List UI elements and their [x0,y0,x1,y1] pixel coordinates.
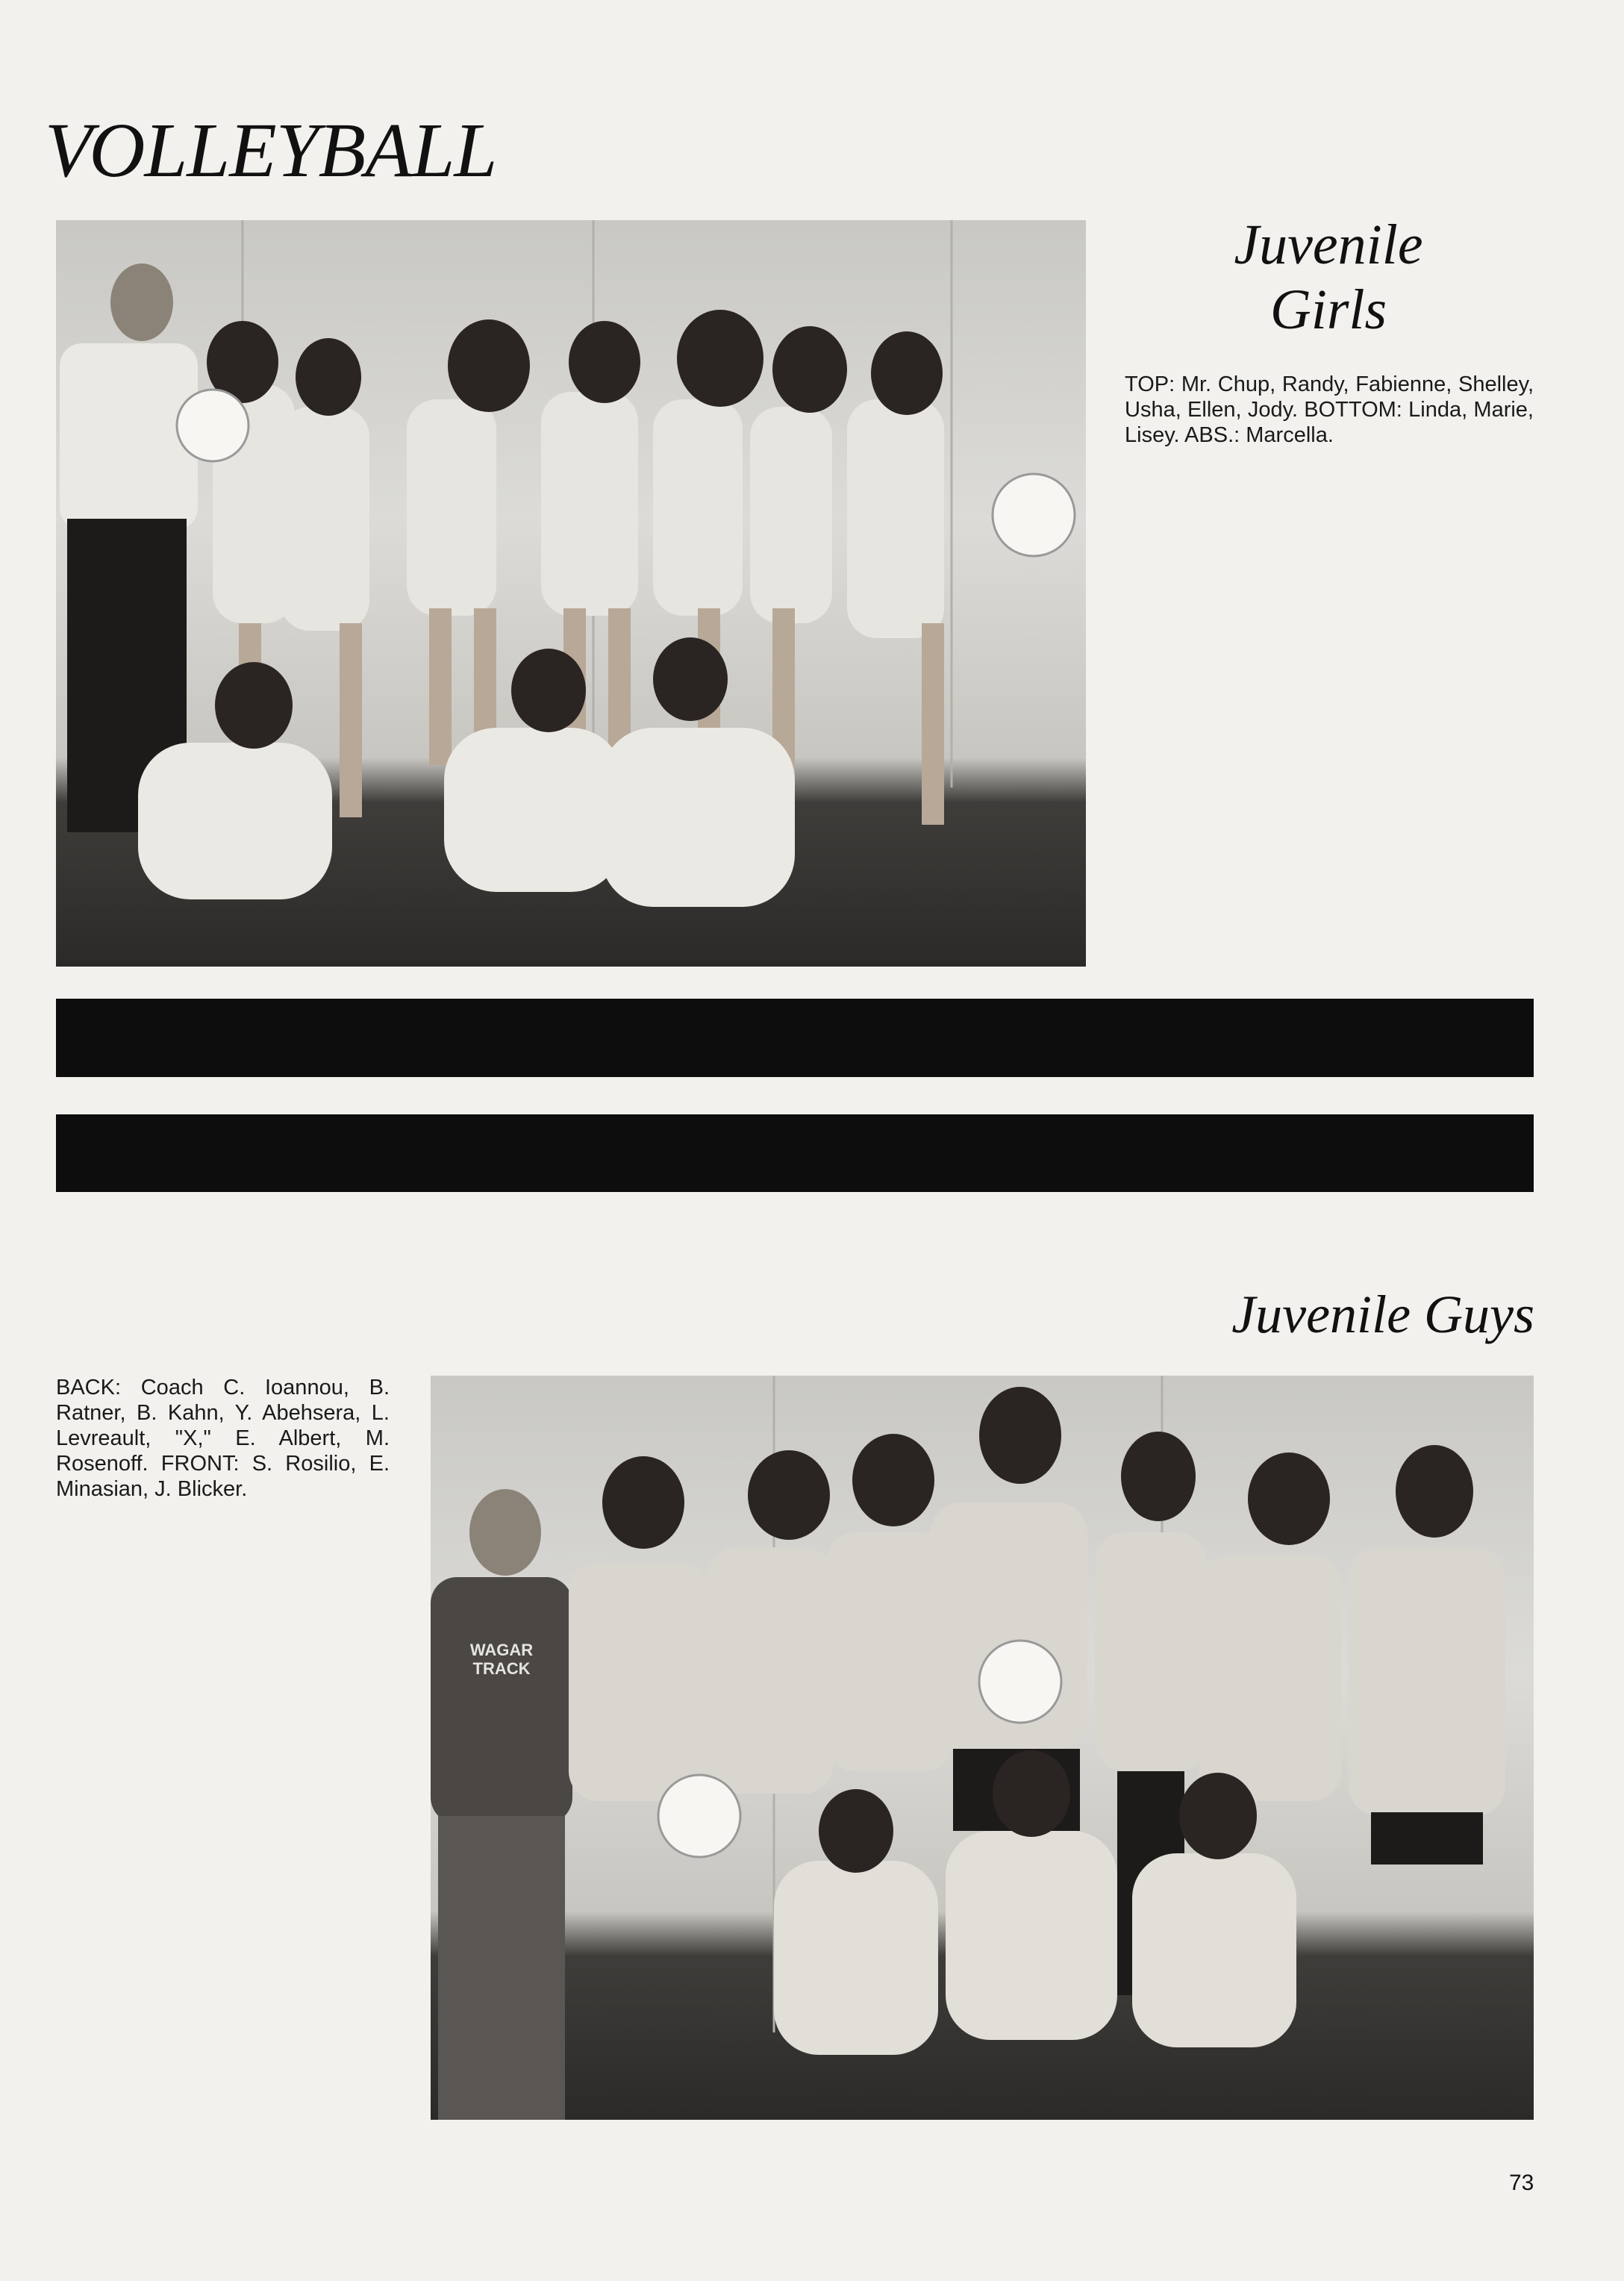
juvenile-girls-caption: TOP: Mr. Chup, Randy, Fabienne, Shelley, Usha, Ellen, Jody. BOTTOM: Linda, Marie, Lisey. ABS.: Marcella. [1125,372,1534,447]
juvenile-guys-caption: BACK: Coach C. Ioannou, B. Ratner, B. Kahn, Y. Abehsera, L. Levreault, "X," E. Albert, M. Rosenoff. FRONT: S. Rosilio, E. Minasian, J. Blicker. [56,1376,390,1501]
juvenile-girls-heading [1119,213,1537,343]
black-divider-bar-bottom [56,1114,1534,1192]
juvenile-girls-heading-line1: Juvenile [1234,213,1423,276]
coach-shirt-text-line2: TRACK [472,1659,531,1678]
coach-shirt-text-line1: WAGAR [469,1641,534,1659]
black-divider-bar-top [56,999,1534,1077]
juvenile-guys-heading: Juvenile Guys [1231,1285,1534,1344]
page-title: VOLLEYBALL [45,107,497,193]
page-number: 73 [1509,2171,1534,2195]
team-photo-juvenile-girls [56,220,1086,967]
team-photo-juvenile-guys [431,1376,1534,2120]
juvenile-girls-heading-line2: Girls [1269,278,1387,342]
